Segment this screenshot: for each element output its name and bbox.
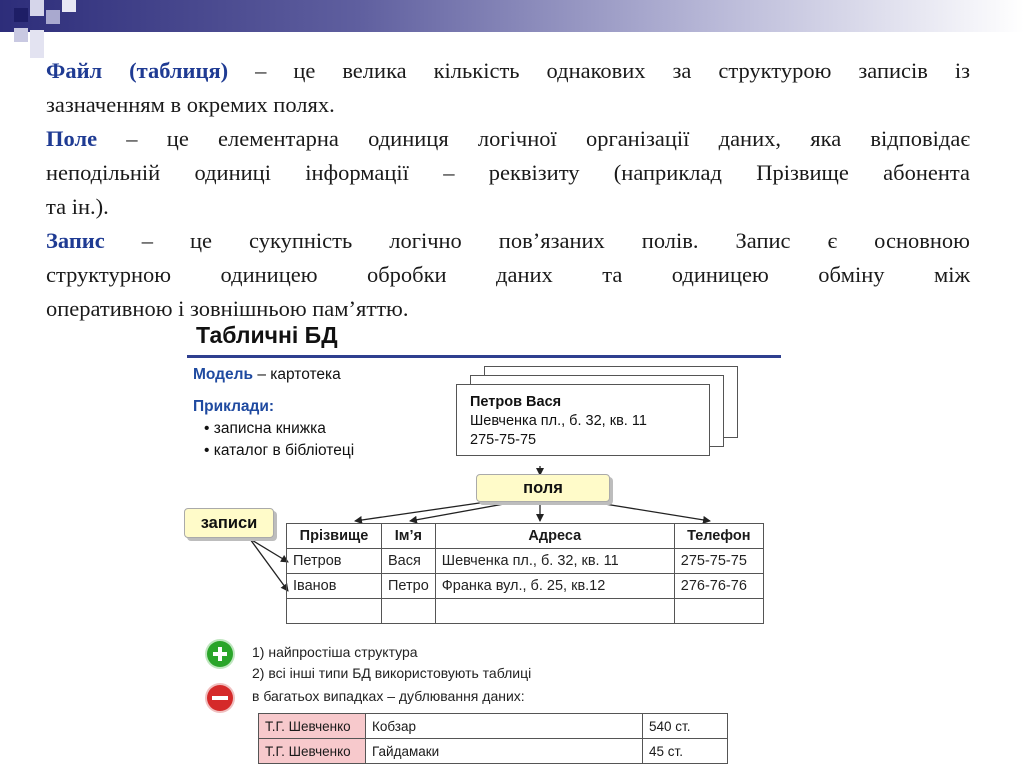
table-cell: 275-75-75	[674, 549, 763, 574]
table-cell	[287, 599, 382, 624]
table-cell	[674, 599, 763, 624]
column-header: Адреса	[435, 524, 674, 549]
table-row	[259, 714, 728, 739]
table-cell: Кобзар	[366, 714, 643, 739]
table-cell: Шевченка пл., б. 32, кв. 11	[435, 549, 674, 574]
table-cell: Франка вул., б. 25, кв.12	[435, 574, 674, 599]
table-cell: 45 ст.	[643, 739, 728, 764]
table-cell: Вася	[382, 549, 436, 574]
table-cell: 540 ст.	[643, 714, 728, 739]
term-file: Файл (таблиця)	[46, 58, 229, 83]
fields-label: поля	[476, 474, 610, 502]
disadvantage-text: в багатьох випадках – дублювання даних:	[252, 688, 525, 704]
column-header: Телефон	[674, 524, 763, 549]
table-cell: Петро	[382, 574, 436, 599]
definition-record-cont: структурною одиницею обробки даних та одиницею обміну між	[46, 262, 970, 287]
definition-field-cont2: та ін.).	[46, 194, 109, 219]
list-item: • записна книжка	[204, 420, 326, 437]
column-header: Прізвище	[287, 524, 382, 549]
definition-file-cont: зазначенням в окремих полях.	[46, 92, 335, 117]
table-cell: 276-76-76	[674, 574, 763, 599]
table-row	[259, 739, 728, 764]
table-cell	[435, 599, 674, 624]
minus-icon	[207, 685, 233, 711]
card-address: Шевченка пл., б. 32, кв. 11	[470, 413, 647, 429]
plus-icon	[207, 641, 233, 667]
card-name: Петров Вася	[470, 394, 562, 410]
definition-record: Запис – це сукупність логічно пов’язаних полів. Запис є основною	[46, 228, 970, 253]
table-cell: Т.Г. Шевченко	[259, 739, 366, 764]
term-record: Запис	[46, 228, 105, 253]
table-row	[287, 599, 764, 624]
model-line: Модель – картотека	[193, 366, 341, 383]
term-field: Поле	[46, 126, 98, 151]
data-table	[286, 523, 764, 624]
examples-label: Приклади:	[193, 398, 275, 415]
table-cell: Т.Г. Шевченко	[259, 714, 366, 739]
list-item: • каталог в бібліотеці	[204, 442, 355, 459]
definition-field-cont: неподільній одиниці інформації – реквізиту (наприклад Прізвище абонента	[46, 160, 970, 185]
advantages-list	[252, 642, 531, 684]
list-item: 2) всі інші типи БД використовують таблиці	[252, 665, 532, 681]
table-header-row	[287, 524, 764, 549]
table-cell: Іванов	[287, 574, 382, 599]
card-phone: 275-75-75	[470, 432, 537, 448]
duplication-table	[258, 713, 728, 764]
definition-record-cont2: оперативною і зовнішньою пам’яттю.	[46, 296, 409, 321]
table-cell: Гайдамаки	[366, 739, 643, 764]
diagram-title: Табличні БД	[196, 322, 338, 348]
definition-field: Поле – це елементарна одиниця логічної організації даних, яка відповідає	[46, 126, 970, 151]
column-header: Ім’я	[382, 524, 436, 549]
table-cell: Петров	[287, 549, 382, 574]
table-row	[287, 574, 764, 599]
table-cell	[382, 599, 436, 624]
list-item: 1) найпростіша структура	[252, 644, 418, 660]
records-label: записи	[184, 508, 274, 538]
table-row	[287, 549, 764, 574]
definition-file: Файл (таблиця) – це велика кількість однакових за структурою записів із	[46, 58, 971, 83]
